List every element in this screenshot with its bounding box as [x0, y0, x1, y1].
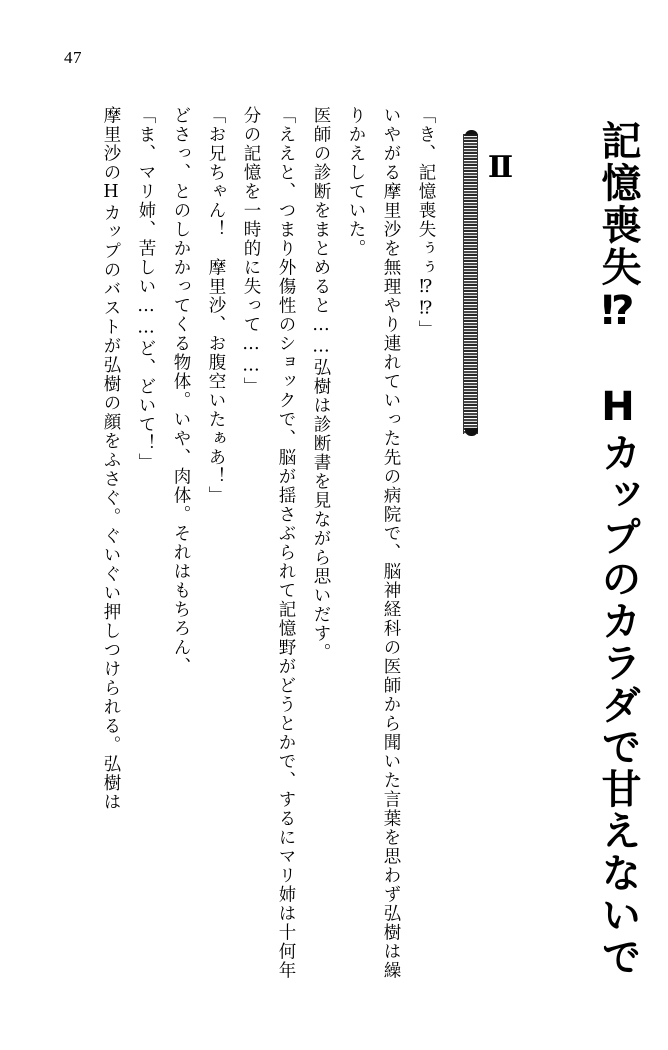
body-text: [0, 106, 443, 996]
paragraph: どさっ、とのしかかってくる物体。いや、肉体。それはもちろん、: [171, 106, 191, 676]
chapter-number: Ⅱ: [483, 150, 518, 185]
decorative-bar-cap-bottom: [465, 428, 478, 436]
paragraph: 医師の診断をまとめると……弘樹は診断書を見ながら思いだす。: [311, 106, 331, 662]
paragraph: 摩里沙のHカップのバストが弘樹の顔をふさぐ。ぐいぐい押しつけられる。弘樹は: [101, 106, 121, 812]
page-number: 47: [64, 48, 82, 67]
chapter-title: 記憶喪失⁉ Hカップのカラダで甘えないで: [595, 120, 641, 978]
paragraph: 「お兄ちゃん！ 摩里沙、お腹空いたぁあ！」: [206, 106, 226, 505]
paragraph: 「ええと、つまり外傷性のショックで、脳が揺さぶられて記憶野がどうとかで、するにマリ姉は十何年分の記憶を一時的に失って……」: [241, 106, 296, 980]
paragraph: いやがる摩里沙を無理やり連れていった先の病院で、脳神経科の医師から聞いた言葉を思わず弘樹は繰りかえしていた。: [346, 106, 401, 980]
decorative-vertical-bar: [463, 134, 478, 434]
paragraph: 「ま、マリ姉、苦しい……ど、どいて！」: [136, 106, 156, 472]
paragraph: 「き、記憶喪失ぅぅ⁉⁉」: [416, 106, 436, 339]
